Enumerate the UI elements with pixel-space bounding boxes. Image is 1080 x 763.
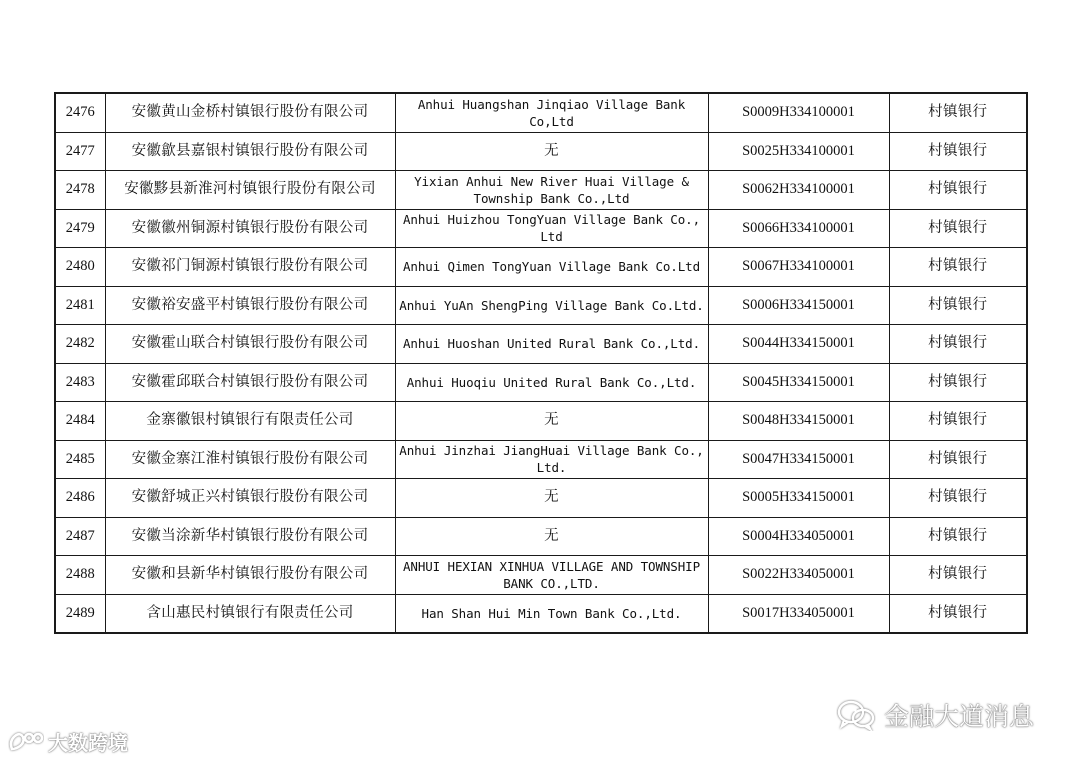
- english-name-cell: Yixian Anhui New River Huai Village & Township Bank Co.,Ltd: [395, 171, 708, 210]
- bank-list-table: [54, 92, 1028, 634]
- institution-type-cell: 村镇银行: [889, 402, 1027, 441]
- english-name-cell: 无: [395, 402, 708, 441]
- institution-type-cell: 村镇银行: [889, 479, 1027, 518]
- institution-type-cell: 村镇银行: [889, 93, 1027, 132]
- watermark-left: [8, 727, 128, 756]
- english-name-cell: Anhui Huizhou TongYuan Village Bank Co., Ltd: [395, 209, 708, 248]
- institution-type-cell: 村镇银行: [889, 286, 1027, 325]
- english-name-cell: ANHUI HEXIAN XINHUA VILLAGE AND TOWNSHIP BANK CO.,LTD.: [395, 556, 708, 595]
- row-number-cell: 2480: [55, 248, 105, 287]
- chinese-name-cell: 安徽舒城正兴村镇银行股份有限公司: [105, 479, 395, 518]
- row-number-cell: 2485: [55, 440, 105, 479]
- chinese-name-cell: 安徽歙县嘉银村镇银行股份有限公司: [105, 132, 395, 171]
- chinese-name-cell: 含山惠民村镇银行有限责任公司: [105, 594, 395, 633]
- row-number-cell: 2477: [55, 132, 105, 171]
- row-number-cell: 2482: [55, 325, 105, 364]
- institution-type-cell: 村镇银行: [889, 594, 1027, 633]
- institution-code-cell: S0044H334150001: [708, 325, 889, 364]
- weibo-logo-icon: [8, 729, 44, 755]
- english-name-cell: Anhui Huoshan United Rural Bank Co.,Ltd.: [395, 325, 708, 364]
- table-row: [55, 594, 1027, 633]
- row-number-cell: 2486: [55, 479, 105, 518]
- chinese-name-cell: 安徽黄山金桥村镇银行股份有限公司: [105, 93, 395, 132]
- chinese-name-cell: 安徽黟县新淮河村镇银行股份有限公司: [105, 171, 395, 210]
- institution-type-cell: 村镇银行: [889, 363, 1027, 402]
- table-row: [55, 93, 1027, 132]
- chinese-name-cell: 安徽金寨江淮村镇银行股份有限公司: [105, 440, 395, 479]
- english-name-cell: Anhui Qimen TongYuan Village Bank Co.Ltd: [395, 248, 708, 287]
- table-row: [55, 440, 1027, 479]
- institution-type-cell: 村镇银行: [889, 209, 1027, 248]
- table-row: [55, 556, 1027, 595]
- english-name-cell: Anhui Huoqiu United Rural Bank Co.,Ltd.: [395, 363, 708, 402]
- english-name-cell: Anhui Jinzhai JiangHuai Village Bank Co., Ltd.: [395, 440, 708, 479]
- chinese-name-cell: 安徽徽州铜源村镇银行股份有限公司: [105, 209, 395, 248]
- institution-type-cell: 村镇银行: [889, 325, 1027, 364]
- chinese-name-cell: 金寨徽银村镇银行有限责任公司: [105, 402, 395, 441]
- row-number-cell: 2483: [55, 363, 105, 402]
- chinese-name-cell: 安徽霍邱联合村镇银行股份有限公司: [105, 363, 395, 402]
- english-name-cell: 无: [395, 132, 708, 171]
- institution-type-cell: 村镇银行: [889, 556, 1027, 595]
- chinese-name-cell: 安徽和县新华村镇银行股份有限公司: [105, 556, 395, 595]
- institution-code-cell: S0017H334050001: [708, 594, 889, 633]
- institution-code-cell: S0067H334100001: [708, 248, 889, 287]
- watermark-right: [836, 697, 1034, 733]
- table-row: [55, 209, 1027, 248]
- row-number-cell: 2479: [55, 209, 105, 248]
- row-number-cell: 2488: [55, 556, 105, 595]
- institution-code-cell: S0006H334150001: [708, 286, 889, 325]
- institution-type-cell: 村镇银行: [889, 248, 1027, 287]
- row-number-cell: 2484: [55, 402, 105, 441]
- institution-code-cell: S0025H334100001: [708, 132, 889, 171]
- english-name-cell: Anhui Huangshan Jinqiao Village Bank Co,Ltd: [395, 93, 708, 132]
- chinese-name-cell: 安徽祁门铜源村镇银行股份有限公司: [105, 248, 395, 287]
- table-row: [55, 479, 1027, 518]
- table-row: [55, 402, 1027, 441]
- watermark-right-text: 金融大道消息: [884, 702, 1035, 731]
- institution-type-cell: 村镇银行: [889, 440, 1027, 479]
- institution-code-cell: S0062H334100001: [708, 171, 889, 210]
- table-row: [55, 363, 1027, 402]
- watermark-left-text: 大数跨境: [48, 731, 128, 755]
- english-name-cell: 无: [395, 479, 708, 518]
- row-number-cell: 2481: [55, 286, 105, 325]
- institution-type-cell: 村镇银行: [889, 517, 1027, 556]
- table-row: [55, 248, 1027, 287]
- table-row: [55, 325, 1027, 364]
- english-name-cell: Han Shan Hui Min Town Bank Co.,Ltd.: [395, 594, 708, 633]
- table-row: [55, 132, 1027, 171]
- chinese-name-cell: 安徽霍山联合村镇银行股份有限公司: [105, 325, 395, 364]
- wechat-logo-icon: [836, 699, 876, 731]
- institution-type-cell: 村镇银行: [889, 171, 1027, 210]
- row-number-cell: 2476: [55, 93, 105, 132]
- english-name-cell: Anhui YuAn ShengPing Village Bank Co.Ltd.: [395, 286, 708, 325]
- table-row: [55, 286, 1027, 325]
- institution-code-cell: S0066H334100001: [708, 209, 889, 248]
- chinese-name-cell: 安徽当涂新华村镇银行股份有限公司: [105, 517, 395, 556]
- institution-code-cell: S0004H334050001: [708, 517, 889, 556]
- row-number-cell: 2489: [55, 594, 105, 633]
- row-number-cell: 2478: [55, 171, 105, 210]
- institution-code-cell: S0048H334150001: [708, 402, 889, 441]
- institution-type-cell: 村镇银行: [889, 132, 1027, 171]
- table-body: [55, 93, 1027, 633]
- institution-code-cell: S0047H334150001: [708, 440, 889, 479]
- table-row: [55, 171, 1027, 210]
- institution-code-cell: S0045H334150001: [708, 363, 889, 402]
- institution-code-cell: S0022H334050001: [708, 556, 889, 595]
- institution-code-cell: S0009H334100001: [708, 93, 889, 132]
- row-number-cell: 2487: [55, 517, 105, 556]
- table-row: [55, 517, 1027, 556]
- chinese-name-cell: 安徽裕安盛平村镇银行股份有限公司: [105, 286, 395, 325]
- institution-code-cell: S0005H334150001: [708, 479, 889, 518]
- english-name-cell: 无: [395, 517, 708, 556]
